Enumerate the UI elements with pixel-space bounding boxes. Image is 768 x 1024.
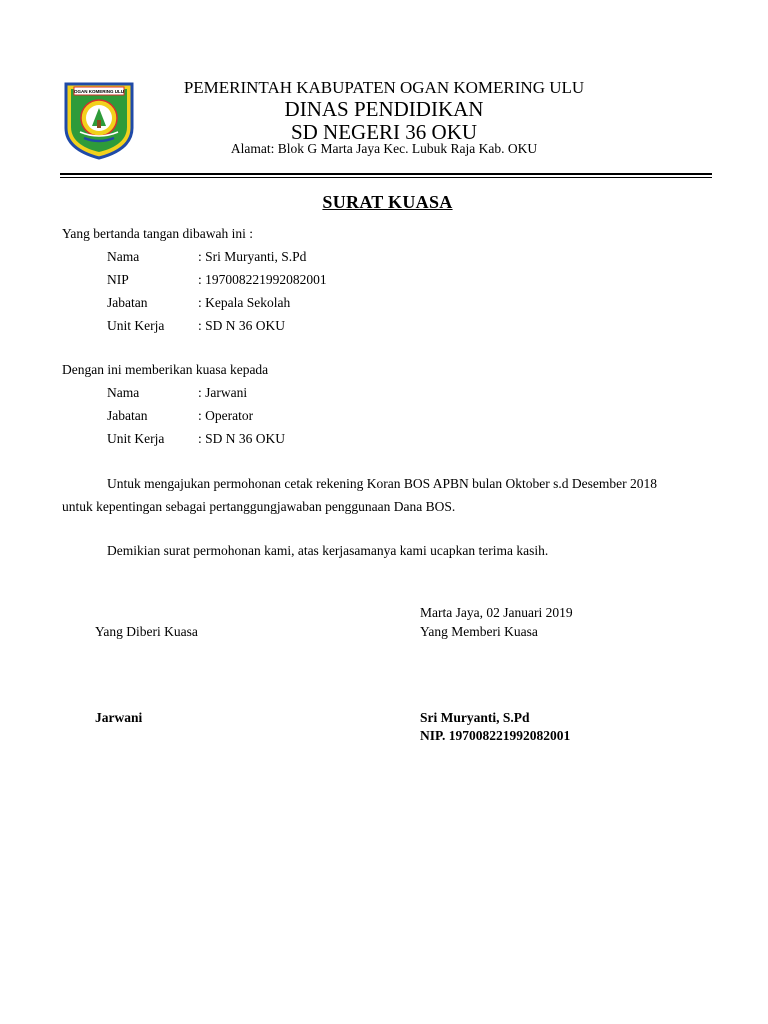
letterhead-rule bbox=[60, 173, 712, 175]
document-title: SURAT KUASA bbox=[322, 192, 453, 212]
grantor-unit-label: Unit Kerja bbox=[107, 318, 165, 333]
body-paragraph-2: Demikian surat permohonan kami, atas kerjasamanya kami ucapkan terima kasih. bbox=[107, 543, 549, 558]
department-name: DINAS PENDIDIKAN bbox=[284, 97, 484, 121]
grantee-name-label: Nama bbox=[107, 385, 140, 400]
school-address: Alamat: Blok G Marta Jaya Kec. Lubuk Raja Kab. OKU bbox=[230, 141, 538, 156]
grantor-signature-name: Sri Muryanti, S.Pd bbox=[420, 710, 530, 725]
grantor-nip-value: : 197008221992082001 bbox=[198, 272, 327, 287]
grantee-signature-name: Jarwani bbox=[95, 710, 143, 725]
grantee-position-value: : Operator bbox=[198, 408, 254, 423]
grantor-position-value: : Kepala Sekolah bbox=[198, 295, 291, 310]
grantee-role: Yang Diberi Kuasa bbox=[95, 624, 198, 639]
grantee-position-label: Jabatan bbox=[107, 408, 148, 423]
grantor-nip-label: NIP bbox=[107, 272, 129, 287]
grantor-role: Yang Memberi Kuasa bbox=[420, 624, 538, 639]
intro-text: Yang bertanda tangan dibawah ini : bbox=[62, 226, 253, 241]
grantor-position-label: Jabatan bbox=[107, 295, 148, 310]
body-paragraph-1-line-2: untuk kepentingan sebagai pertanggungjawaban penggunaan Dana BOS. bbox=[62, 499, 456, 514]
school-name: SD NEGERI 36 OKU bbox=[290, 120, 478, 144]
body-paragraph-1-line-1: Untuk mengajukan permohonan cetak rekening Koran BOS APBN bulan Oktober s.d Desember 2018 bbox=[107, 476, 658, 491]
grantor-name-label: Nama bbox=[107, 249, 140, 264]
grantor-unit-value: : SD N 36 OKU bbox=[198, 318, 286, 333]
grantee-unit-label: Unit Kerja bbox=[107, 431, 165, 446]
grantee-name-value: : Jarwani bbox=[198, 385, 248, 400]
grantor-signature-nip: NIP. 197008221992082001 bbox=[420, 728, 571, 743]
grantee-unit-value: : SD N 36 OKU bbox=[198, 431, 286, 446]
grantor-name-value: : Sri Muryanti, S.Pd bbox=[198, 249, 307, 264]
government-name: PEMERINTAH KABUPATEN OGAN KOMERING ULU bbox=[183, 78, 585, 97]
letterhead-rule-thin bbox=[60, 177, 712, 178]
logo-label: OGAN KOMERING ULU bbox=[74, 89, 124, 94]
grant-intro-text: Dengan ini memberikan kuasa kepada bbox=[62, 362, 269, 377]
place-date: Marta Jaya, 02 Januari 2019 bbox=[420, 605, 573, 620]
